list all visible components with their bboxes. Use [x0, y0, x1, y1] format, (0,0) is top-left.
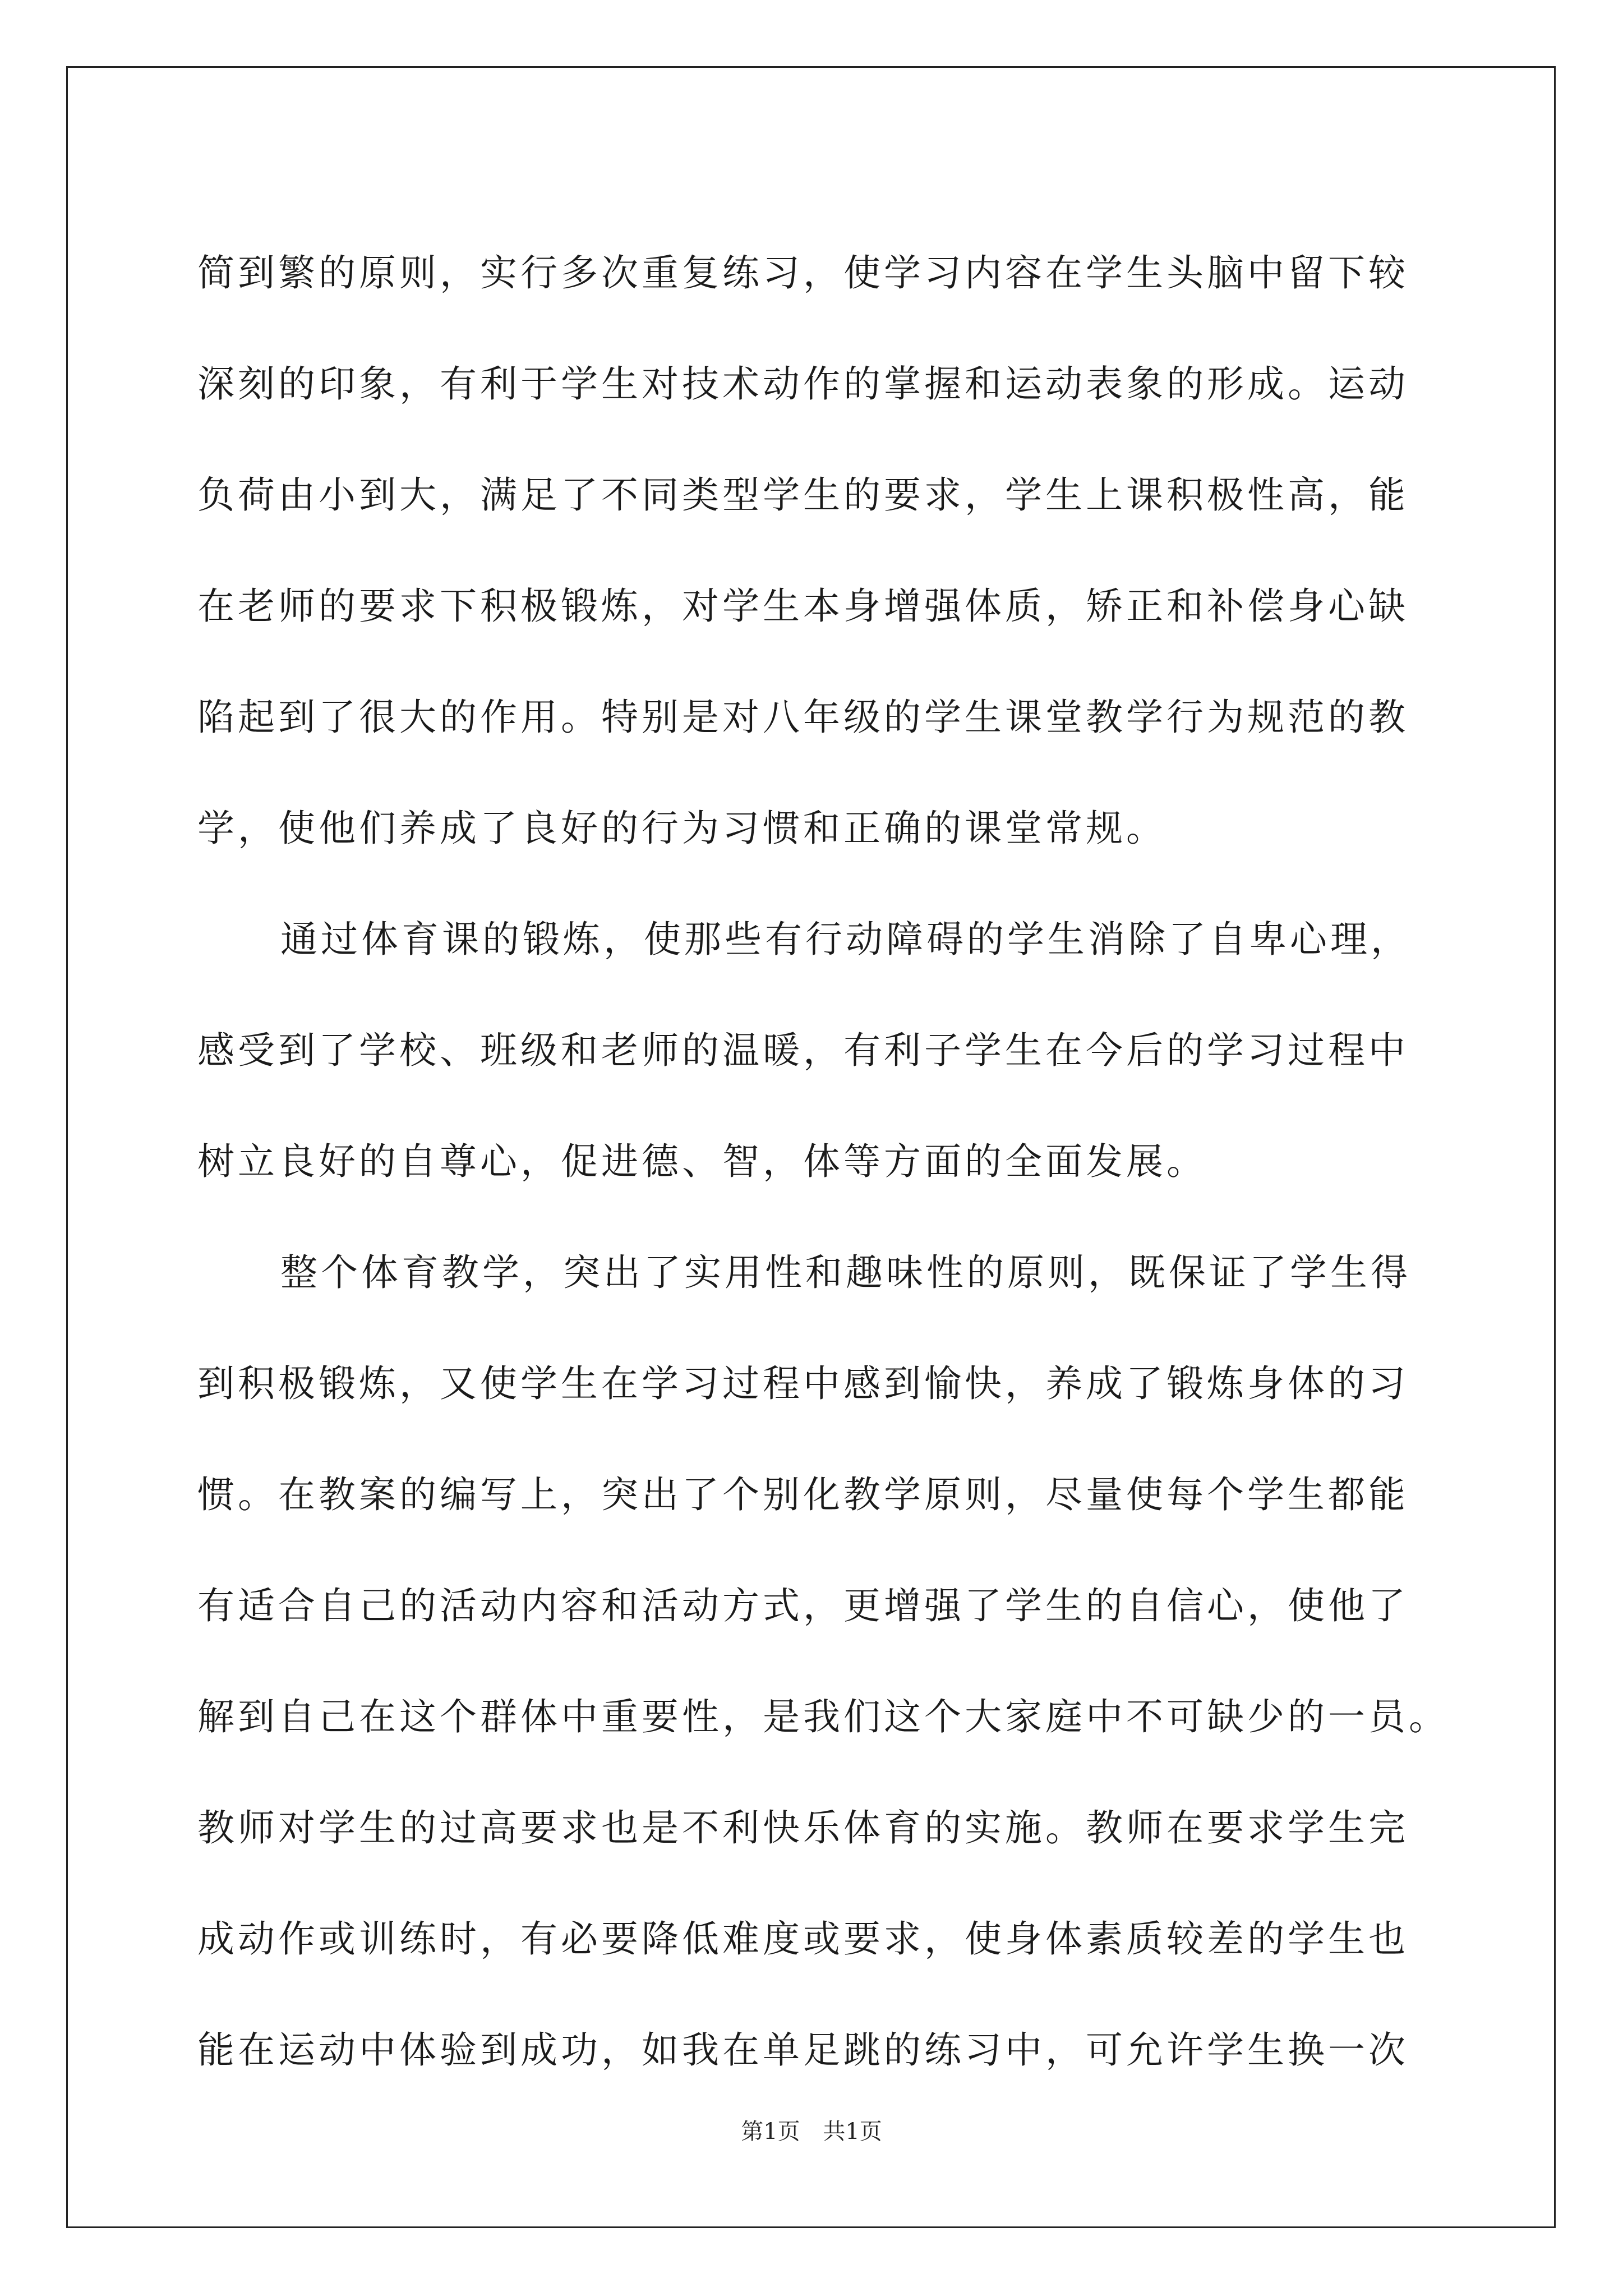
text-line: 教师对学生的过高要求也是不利快乐体育的实施。教师在要求学生完 [197, 1806, 1409, 1849]
text-line: 解到自己在这个群体中重要性，是我们这个大家庭中不可缺少的一员。 [197, 1695, 1449, 1738]
text-line: 在老师的要求下积极锻炼，对学生本身增强体质，矫正和补偿身心缺 [197, 585, 1409, 628]
paragraph-1 [197, 218, 1426, 884]
text-line: 树立良好的自尊心，促进德、智，体等方面的全面发展。 [197, 1140, 1207, 1183]
text-line: 感受到了学校、班级和老师的温暖，有利子学生在今后的学习过程中 [197, 1029, 1409, 1072]
document-body [197, 218, 1449, 2106]
paragraph-2 [197, 884, 1426, 1217]
text-line: 到积极锻炼，又使学生在学习过程中感到愉快，养成了锻炼身体的习 [197, 1362, 1409, 1405]
text-line-indented: 通过体育课的锻炼，使那些有行动障碍的学生消除了自卑心理， [280, 918, 1411, 961]
text-line: 陷起到了很大的作用。特别是对八年级的学生课堂教学行为规范的教 [197, 696, 1409, 739]
page-total: 共1页 [823, 2119, 882, 2145]
text-line: 能在运动中体验到成功，如我在单足跳的练习中，可允许学生换一次 [197, 2028, 1409, 2072]
text-line: 简到繁的原则，实行多次重复练习，使学习内容在学生头脑中留下较 [197, 251, 1409, 295]
text-line-indented: 整个体育教学，突出了实用性和趣味性的原则，既保证了学生得 [280, 1251, 1411, 1294]
paragraph-3 [197, 1217, 1449, 2106]
text-line: 深刻的印象，有利于学生对技术动作的掌握和运动表象的形成。运动 [197, 362, 1409, 406]
text-line: 学，使他们养成了良好的行为习惯和正确的课堂常规。 [197, 807, 1166, 850]
text-line: 惯。在教案的编写上，突出了个别化教学原则，尽量使每个学生都能 [197, 1473, 1409, 1516]
page-footer [0, 2115, 1623, 2148]
text-line: 成动作或训练时，有必要降低难度或要求，使身体素质较差的学生也 [197, 1917, 1409, 1961]
text-line: 有适合自己的活动内容和活动方式，更增强了学生的自信心，使他了 [197, 1584, 1409, 1627]
page-number: 第1页 [741, 2119, 800, 2145]
text-line: 负荷由小到大，满足了不同类型学生的要求，学生上课积极性高，能 [197, 473, 1409, 517]
